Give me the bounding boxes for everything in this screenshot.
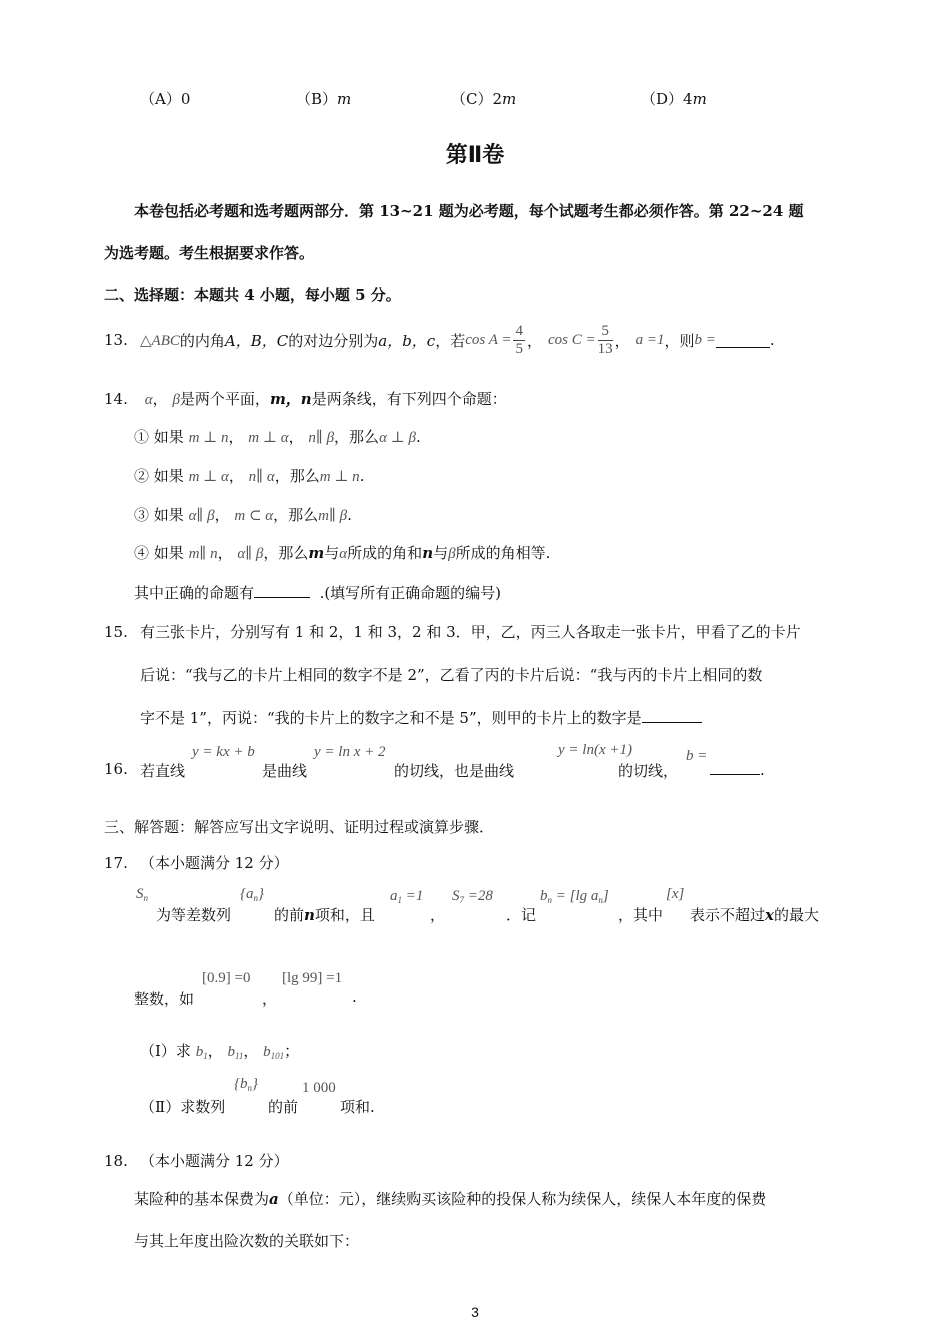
section-title: 第Ⅱ卷 (445, 143, 505, 168)
q14-answer-text: .(填写所有正确命题的编号) (319, 584, 502, 602)
option-var: m (692, 90, 707, 108)
q13-vars: a，b，c (378, 331, 436, 350)
beta: β (448, 546, 456, 562)
q17-text: 的前 (274, 906, 305, 924)
q17-text: 的前 (268, 1098, 299, 1116)
q14-text: 是两条线，有下列四个命题： (311, 390, 507, 408)
math: S (136, 886, 144, 902)
question-number: 17. (104, 854, 128, 872)
math: = [lg a (552, 888, 599, 904)
question-18-header (104, 1150, 289, 1171)
q18-line-2: 与其上年度出险次数的关联如下： (134, 1232, 360, 1250)
q13-text: ，则 (664, 331, 695, 350)
question-14: 14. α， β是两个平面，m，n是两条线，有下列四个命题： (104, 390, 507, 408)
q14-answer-text: 其中正确的命题有 (134, 584, 255, 602)
option-value: 4 (683, 90, 693, 108)
prop-text: ，那么 (263, 544, 309, 562)
option-value: m (337, 90, 352, 108)
answer-blank (642, 708, 702, 723)
math: S (452, 888, 460, 904)
q17-text: 整数，如 (134, 990, 195, 1008)
question-number: 18. (104, 1152, 128, 1170)
var-x: x (765, 906, 774, 924)
prop-text: 所成的角相等. (455, 544, 551, 562)
score: （本小题满分 12 分） (140, 854, 289, 872)
triangle-abc: △ABC (140, 332, 180, 349)
b-equals: b = (694, 331, 716, 348)
q17-text: 项和，且 (314, 906, 375, 924)
q17-text: 项和. (340, 1098, 375, 1116)
q18-line-1 (134, 1188, 766, 1209)
q17-text: ．记 (506, 906, 537, 924)
fraction-5-13 (598, 323, 613, 357)
q13-vars: A，B，C (224, 331, 289, 350)
option-label: （C） (451, 90, 493, 108)
math-line: y = kx + b (192, 744, 255, 760)
var-a: a (269, 1190, 279, 1208)
math: m ⊥ n (319, 469, 360, 485)
prop-label: ④ 如果 (134, 544, 184, 562)
question-number: 15. (104, 623, 128, 641)
math-sub: n (253, 893, 258, 903)
var-m: m (308, 544, 325, 562)
math: =28 (464, 888, 493, 904)
option-a (140, 88, 190, 109)
prop-text: 所成的角和 (347, 544, 423, 562)
q17-text: ，其中 (618, 906, 664, 924)
q15-text: 字不是 1”，丙说：“我的卡片上的数字之和不是 5”，则甲的卡片上的数字是 (140, 709, 642, 727)
q16-text: 的切线，也是曲线 (394, 762, 515, 780)
math-b: b = (686, 748, 708, 764)
question-number: 14. (104, 390, 128, 408)
math-sub: 7 (459, 895, 464, 905)
prop-label: ② 如果 (134, 467, 184, 485)
intro-line-1: 本卷包括必考题和选考题两部分．第 13~21 题为必考题，每个试题考生都必须作答。第 22~24 题 (134, 202, 804, 220)
q17-text: . (352, 988, 357, 1006)
cos-a: cos A = (465, 331, 512, 348)
option-b (296, 88, 351, 109)
question-number: 16. (104, 760, 128, 778)
prop-text: 与 (433, 544, 449, 562)
math: α∥ β (188, 508, 215, 524)
math: =1 (402, 888, 424, 904)
math: α ⊥ β (379, 430, 417, 446)
numerator: 5 (598, 323, 613, 341)
q17-text: 表示不超过 (690, 906, 766, 924)
var-n: n (304, 906, 315, 924)
q14-answer (134, 582, 501, 603)
math-sub: n (247, 1083, 252, 1093)
math: a (390, 888, 398, 904)
math: b (195, 1044, 204, 1060)
score: （本小题满分 12 分） (140, 1152, 289, 1170)
option-value: 0 (180, 90, 191, 108)
math-example-1: [0.9] =0 (202, 970, 251, 986)
math-sub: 11 (235, 1051, 244, 1061)
math: m∥ β (318, 508, 348, 524)
math: α∥ β (237, 546, 264, 562)
option-var: m (502, 90, 517, 108)
option-label: （A） (140, 90, 181, 108)
prop-text: 与 (324, 544, 340, 562)
q14-vars: m，n (269, 390, 312, 408)
math: {a (240, 886, 254, 902)
answer-blank (716, 333, 770, 348)
math: m ⊥ n (188, 430, 229, 446)
q18-text: （单位：元），继续购买该险种的投保人称为续保人，续保人本年度的保费 (278, 1190, 767, 1208)
q13-text: 的对边分别为 (288, 331, 379, 350)
math: n∥ α (248, 469, 275, 485)
math: m ⊂ α (234, 508, 274, 524)
proposition-1: ① 如果 m ⊥ n， m ⊥ α， n∥ β，那么α ⊥ β. (134, 428, 421, 446)
part-label: （Ⅰ）求 (140, 1042, 191, 1060)
answer-blank (710, 760, 760, 775)
q13-text: ，若 (435, 331, 466, 350)
math: b (263, 1044, 271, 1060)
prop-text: ，那么 (334, 428, 380, 446)
math-sub: 1 (397, 895, 402, 905)
proposition-4: ④ 如果 m∥ n， α∥ β，那么m与α所成的角和n与β所成的角相等. (134, 544, 551, 562)
denominator: 13 (597, 340, 613, 357)
math-curve-2: y = ln(x +1) (558, 742, 632, 758)
part3-heading: 三、解答题：解答应写出文字说明、证明过程或演算步骤． (104, 818, 495, 836)
fraction-4-5 (513, 323, 525, 357)
part2-heading: 二、选择题：本题共 4 小题，每小题 5 分。 (104, 286, 401, 304)
math-sub: 101 (270, 1051, 285, 1061)
q16-text: 的切线， (618, 762, 679, 780)
q15-line-3 (140, 707, 702, 728)
math: {b (234, 1076, 248, 1092)
q13-text: 的内角 (179, 331, 225, 350)
cos-c: cos C = (547, 331, 596, 348)
math-1000: 1 000 (302, 1080, 336, 1096)
option-c (451, 88, 516, 109)
part-label: （Ⅱ）求数列 (140, 1098, 226, 1116)
option-label: （D） (641, 90, 684, 108)
q17-line-2: 整数，如 [0.9] =0 ， [lg 99] =1 . (134, 970, 357, 1008)
beta: β (172, 392, 180, 408)
question-13: 13. △ABC 的内角 A，B，C 的对边分别为 a，b，c ，若 cos A = $\frac{4}{5}$ ， cos C = $\frac{5}{13}$ ， a =1 ，则 b = . (104, 323, 775, 357)
math-example-2: [lg 99] =1 (282, 970, 343, 986)
question-15 (104, 621, 801, 642)
math: m∥ n (188, 546, 218, 562)
math: b (227, 1044, 235, 1060)
intro-line-2: 为选考题。考生根据要求作答。 (104, 244, 315, 262)
option-d (641, 88, 707, 109)
q17-part-1: （Ⅰ）求 $b_1$， $b_{11}$， $b_{101}$； (140, 1042, 300, 1061)
denominator: 5 (515, 340, 523, 357)
math-sub: n (143, 893, 148, 903)
prop-label: ③ 如果 (134, 506, 184, 524)
alpha: α (144, 392, 153, 408)
q17-line-1: $S_n$ 为等差数列 $\{a_n\}$ 的前n项和，且 $a_1 =1$ ， $S_7 =28$ ．记 $b_n = [\lg$ $a_n$] ，其中 [x] 表示不超过x的最大 (136, 886, 819, 924)
proposition-3: ③ 如果 α∥ β， m ⊂ α，那么m∥ β. (134, 506, 352, 524)
page-number: 3 (471, 1304, 479, 1320)
q15-line-2: 后说：“我与乙的卡片上相同的数字不是 2”，乙看了丙的卡片后说：“我与丙的卡片上相同的数 (140, 666, 763, 684)
numerator: 4 (515, 323, 523, 339)
q16-text: 若直线 (140, 762, 186, 780)
option-value: 2 (492, 90, 503, 108)
q15-line-1: 有三张卡片，分别写有 1 和 2，1 和 3，2 和 3．甲，乙，丙三人各取走一张卡片，甲看了乙的卡片 (140, 623, 801, 641)
math-curve-1: y = ln x + 2 (314, 744, 386, 760)
a-equals-1: a =1 (635, 331, 665, 348)
answer-blank (254, 583, 310, 598)
math: m ⊥ α (188, 469, 229, 485)
prop-text: ，那么 (273, 506, 319, 524)
math-floor-x: [x] (666, 886, 685, 902)
var-n: n (422, 544, 434, 562)
question-17-header (104, 852, 289, 873)
q14-text: 是两个平面， (179, 390, 270, 408)
math: b (540, 888, 548, 904)
alpha: α (339, 546, 348, 562)
q17-text: 为等差数列 (156, 906, 232, 924)
math: n∥ β (308, 430, 335, 446)
prop-text: ，那么 (274, 467, 320, 485)
math: } (252, 1076, 258, 1092)
option-label: （B） (296, 90, 338, 108)
math-sub: 1 (203, 1051, 208, 1061)
math: ] (602, 888, 609, 904)
question-number: 13. (104, 331, 128, 349)
prop-label: ① 如果 (134, 428, 184, 446)
proposition-2: ② 如果 m ⊥ α， n∥ α，那么m ⊥ n. (134, 467, 365, 485)
q17-part-2 (140, 1076, 500, 1116)
math: } (258, 886, 264, 902)
q18-text: 某险种的基本保费为 (134, 1190, 270, 1208)
math-sub: n (547, 895, 552, 905)
math-sub: n (598, 895, 603, 905)
math: m ⊥ α (248, 430, 289, 446)
q16-text: 是曲线 (262, 762, 308, 780)
q17-text: 的最大 (773, 906, 819, 924)
